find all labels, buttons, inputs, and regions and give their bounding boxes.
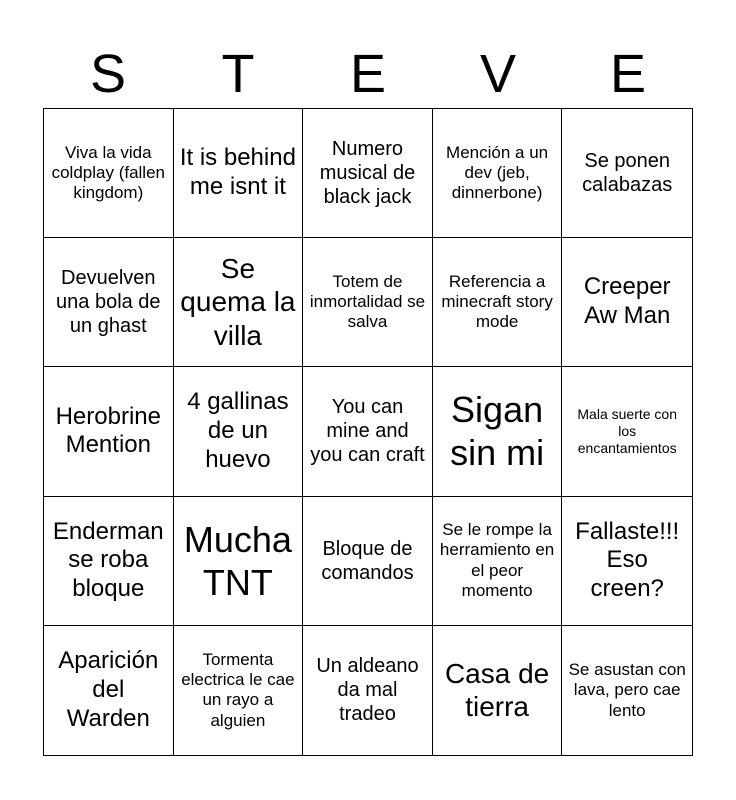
bingo-cell-r4c3[interactable]: Casa de tierra: [433, 626, 563, 755]
bingo-cell-r2c4[interactable]: Mala suerte con los encantamientos: [562, 367, 692, 496]
bingo-cell-r2c2[interactable]: You can mine and you can craft: [303, 367, 433, 496]
header-letter-s: S: [89, 44, 127, 104]
bingo-cell-r4c0[interactable]: Aparición del Warden: [44, 626, 174, 755]
bingo-cell-r1c2[interactable]: Totem de inmortalidad se salva: [303, 238, 433, 367]
bingo-cell-r2c3[interactable]: Sigan sin mi: [433, 367, 563, 496]
bingo-header: [43, 40, 693, 108]
bingo-cell-r0c0[interactable]: Viva la vida coldplay (fallen kingdom): [44, 109, 174, 238]
header-letter-t: T: [221, 44, 255, 104]
bingo-cell-r3c3[interactable]: Se le rompe la herramiento en el peor momento: [433, 497, 563, 626]
bingo-cell-r3c2[interactable]: Bloque de comandos: [303, 497, 433, 626]
header-letter-e: E: [349, 44, 387, 104]
bingo-cell-r0c4[interactable]: Se ponen calabazas: [562, 109, 692, 238]
bingo-cell-r0c2[interactable]: Numero musical de black jack: [303, 109, 433, 238]
bingo-cell-r3c4[interactable]: Fallaste!!! Eso creen?: [562, 497, 692, 626]
bingo-cell-r1c3[interactable]: Referencia a minecraft story mode: [433, 238, 563, 367]
bingo-grid: [43, 108, 693, 756]
header-letter-v: V: [479, 44, 517, 104]
bingo-cell-r3c0[interactable]: Enderman se roba bloque: [44, 497, 174, 626]
bingo-cell-r1c4[interactable]: Creeper Aw Man: [562, 238, 692, 367]
bingo-cell-r2c0[interactable]: Herobrine Mention: [44, 367, 174, 496]
bingo-cell-r1c0[interactable]: Devuelven una bola de un ghast: [44, 238, 174, 367]
bingo-cell-r2c1[interactable]: 4 gallinas de un huevo: [174, 367, 304, 496]
header-letter-e2: E: [609, 44, 647, 104]
bingo-cell-r1c1[interactable]: Se quema la villa: [174, 238, 304, 367]
bingo-cell-r0c1[interactable]: It is behind me isnt it: [174, 109, 304, 238]
bingo-cell-r4c1[interactable]: Tormenta electrica le cae un rayo a alguien: [174, 626, 304, 755]
bingo-cell-r3c1[interactable]: Mucha TNT: [174, 497, 304, 626]
bingo-cell-r4c4[interactable]: Se asustan con lava, pero cae lento: [568, 659, 686, 720]
bingo-cell-r4c2[interactable]: Un aldeano da mal tradeo: [303, 626, 433, 755]
bingo-cell-r0c3[interactable]: Mención a un dev (jeb, dinnerbone): [433, 109, 563, 238]
